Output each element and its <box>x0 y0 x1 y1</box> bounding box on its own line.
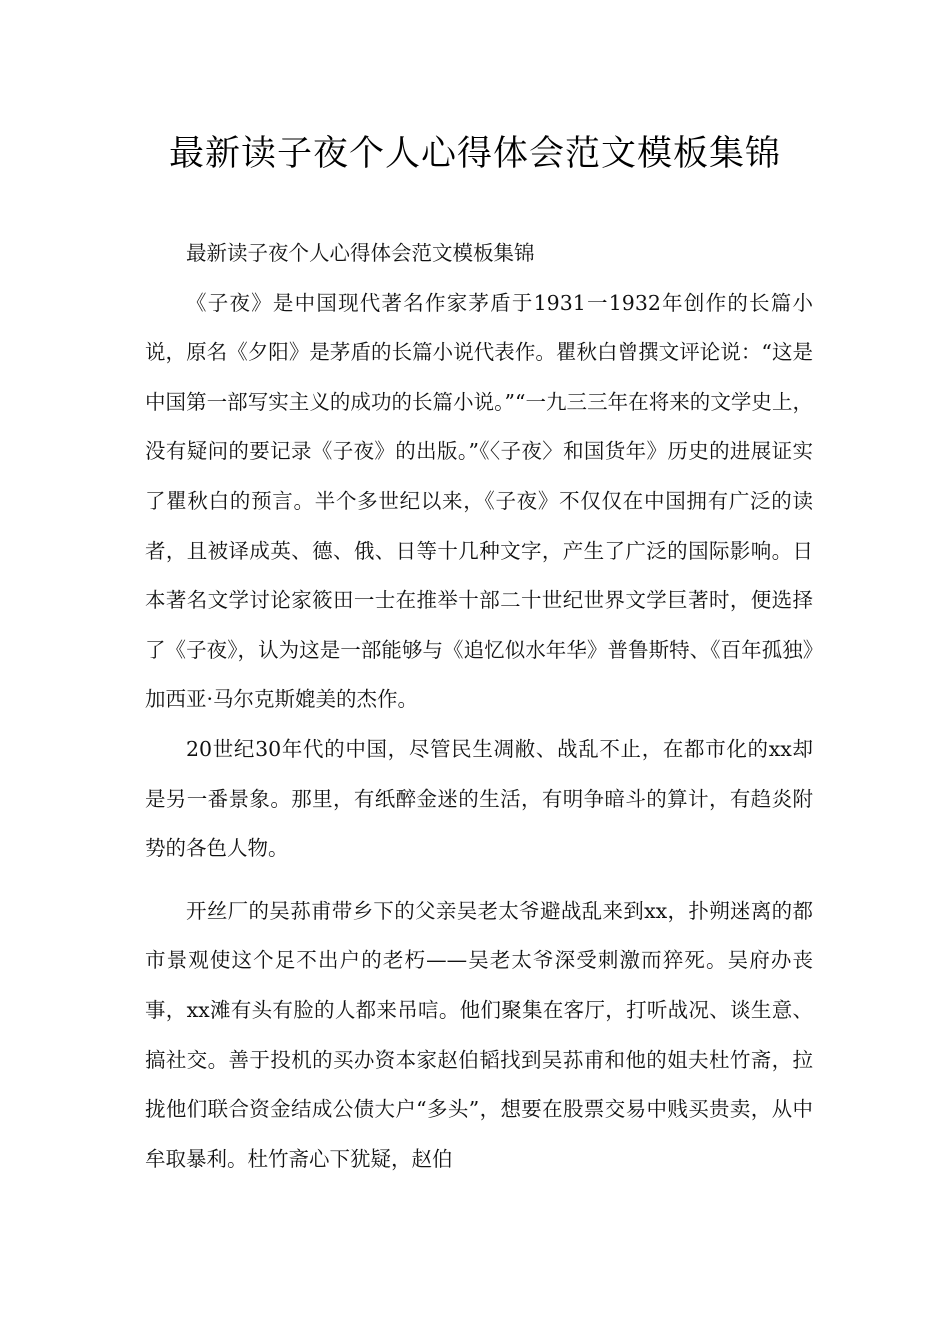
paragraph-subtitle: 最新读子夜个人心得体会范文模板集锦 <box>186 241 535 265</box>
paragraph-intro: 《子夜》是中国现代著名作家茅盾于1931一1932年创作的长篇小说，原名《夕阳》是茅盾的长篇小说代表作。瞿秋白曾撰文评论说：“这是中国第一部写实主义的成功的长篇小说。”“一九三三年在将来的文学史上，没有疑问的要记录《子夜》的出版。”《〈子夜〉和国货年》历史的进展证实了瞿秋白的预言。半个多世纪以来，《子夜》不仅仅在中国拥有广泛的读者，且被译成英、德、俄、日等十几种文字，产生了广泛的国际影响。日本著名文学讨论家筱田一士在推举十部二十世纪世界文学巨著时，便选择了《子夜》，认为这是一部能够与《追忆似水年华》普鲁斯特、《百年孤独》加西亚·马尔克斯媲美的杰作。 <box>145 290 813 712</box>
paragraph-setting: 20世纪30年代的中国，尽管民生凋敝、战乱不止，在都市化的xx却是另一番景象。那里，有纸醉金迷的生活，有明争暗斗的算计，有趋炎附势的各色人物。 <box>145 736 813 861</box>
document-body <box>145 229 813 1184</box>
paragraph-plot: 开丝厂的吴荪甫带乡下的父亲吴老太爷避战乱来到xx，扑朔迷离的都市景观使这个足不出户的老朽——吴老太爷深受刺激而猝死。吴府办丧事，xx滩有头有脸的人都来吊唁。他们聚集在客厅，打听战况、谈生意、搞社交。善于投机的买办资本家赵伯韬找到吴荪甫和他的姐夫杜竹斋，拉拢他们联合资金结成公债大户“多头”，想要在股票交易中贱买贵卖，从中牟取暴利。杜竹斋心下犹疑，赵伯 <box>145 898 813 1171</box>
document-title: 最新读子夜个人心得体会范文模板集锦 <box>168 134 781 174</box>
